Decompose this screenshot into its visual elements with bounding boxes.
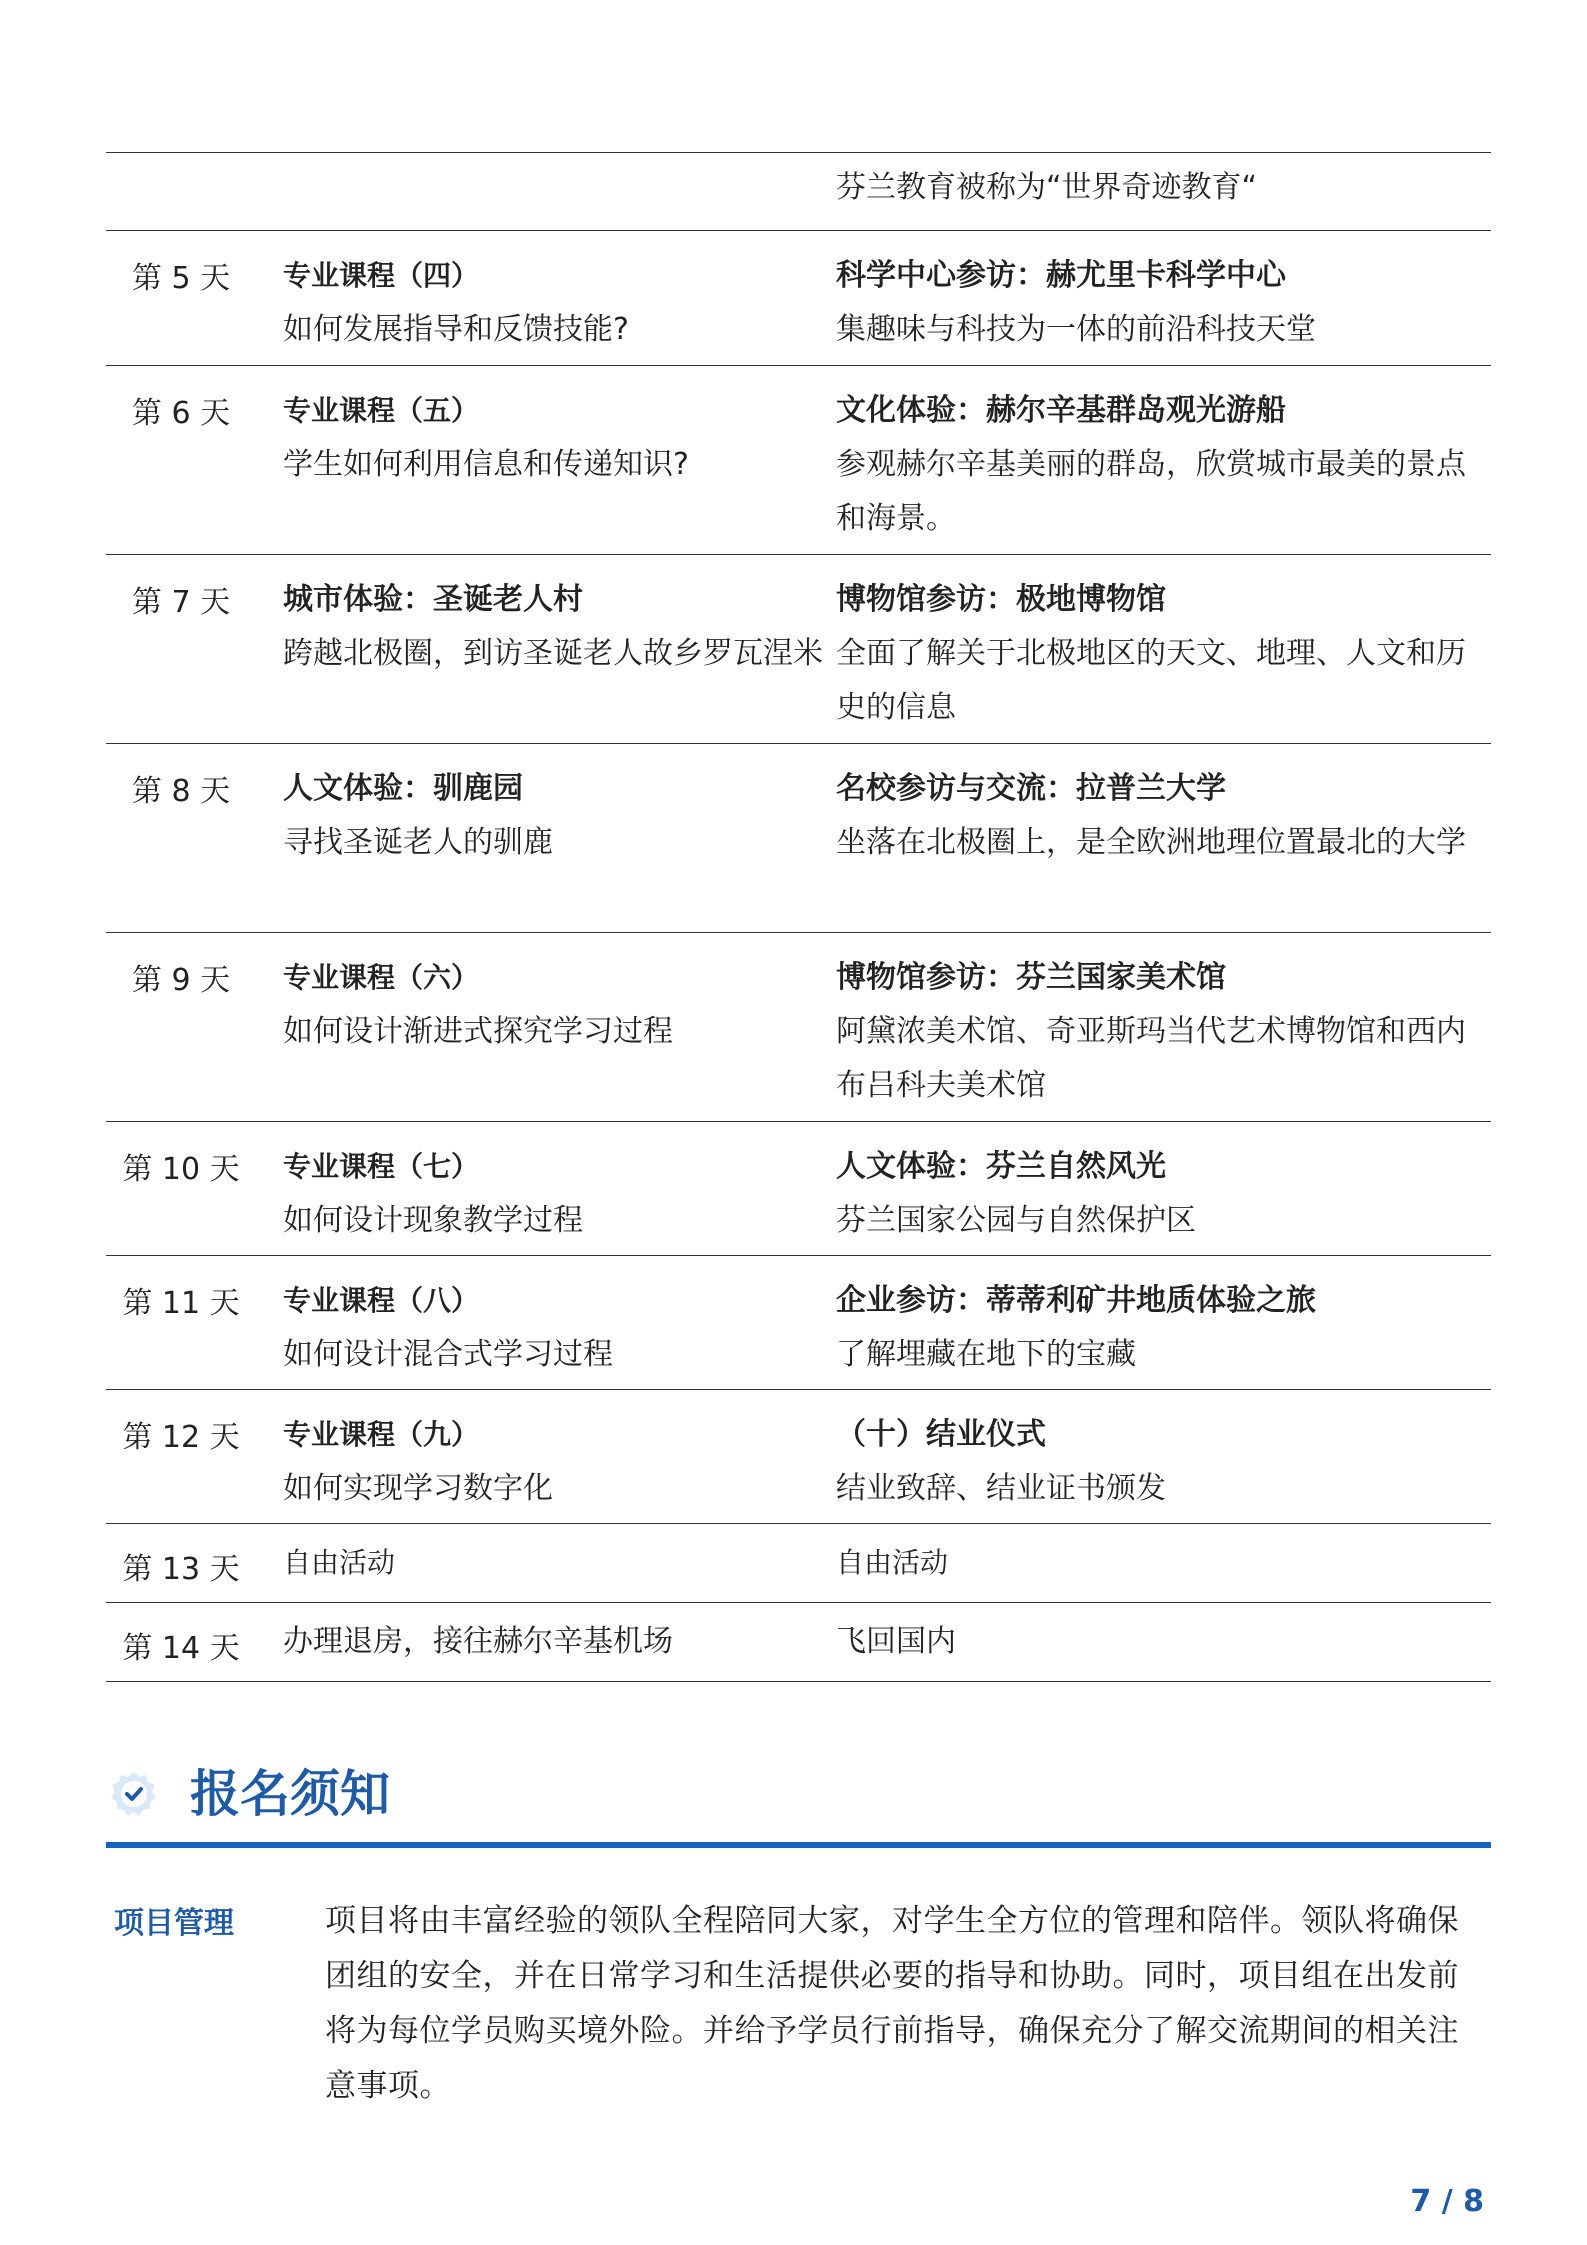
table-row: [106, 1524, 1491, 1603]
project-mgmt-label: 项目管理: [114, 1906, 234, 1941]
cell-title: 人文体验：芬兰自然风光: [836, 1149, 1166, 1184]
cell-activity: [836, 762, 1491, 870]
cell-activity: [836, 249, 1491, 357]
cell-course: [283, 1274, 823, 1382]
cell-text: 阿黛浓美术馆、奇亚斯玛当代艺术博物馆和西内布吕科夫美术馆: [836, 1014, 1466, 1103]
cell-title: 城市体验：圣诞老人村: [283, 582, 583, 617]
cell-text: 如何发展指导和反馈技能?: [283, 312, 629, 347]
cell-title: 专业课程（五）: [283, 394, 480, 427]
cell-course: [283, 249, 823, 357]
cell-title: 专业课程（八）: [283, 1284, 480, 1317]
day-label: 第 11 天: [122, 1286, 240, 1321]
cell-course: [283, 573, 823, 681]
table-row: [106, 933, 1491, 1122]
cell-text: 全面了解关于北极地区的天文、地理、人文和历史的信息: [836, 636, 1466, 725]
cell-text: 结业致辞、结业证书颁发: [836, 1471, 1166, 1506]
day-label: 第 9 天: [131, 963, 231, 998]
cell-title: 博物馆参访：极地博物馆: [836, 582, 1166, 617]
cell-title: 专业课程（七）: [283, 1150, 480, 1183]
table-row: [106, 555, 1491, 744]
cell-text: 坐落在北极圈上，是全欧洲地理位置最北的大学: [836, 825, 1466, 860]
cell-text: 芬兰国家公园与自然保护区: [836, 1203, 1196, 1238]
table-row: [106, 366, 1491, 555]
day-label: 第 13 天: [122, 1552, 240, 1587]
day-label: 第 12 天: [122, 1420, 240, 1455]
cell-activity: [836, 161, 1491, 215]
cell-course: [283, 951, 823, 1059]
table-row: [106, 153, 1491, 231]
cell-text: 如何设计混合式学习过程: [283, 1337, 613, 1372]
day-label: 第 8 天: [131, 774, 231, 809]
cell-text: 自由活动: [283, 1546, 396, 1579]
day-label: 第 5 天: [131, 261, 231, 296]
itinerary-table: [106, 152, 1491, 1682]
day-label: 第 14 天: [122, 1631, 240, 1666]
table-row: [106, 1256, 1491, 1390]
cell-course: [283, 384, 823, 492]
cell-activity: [836, 1274, 1491, 1382]
cell-activity: [836, 1536, 1491, 1590]
cell-course: [283, 1615, 823, 1669]
cell-title: 科学中心参访：赫尤里卡科学中心: [836, 258, 1286, 293]
table-row: [106, 744, 1491, 933]
table-row: [106, 1603, 1491, 1682]
cell-title: 专业课程（六）: [283, 961, 480, 994]
table-row: [106, 1390, 1491, 1524]
cell-text: 如何设计渐进式探究学习过程: [283, 1014, 673, 1049]
page-number: 7 / 8: [1410, 2184, 1484, 2219]
cell-text: 集趣味与科技为一体的前沿科技天堂: [836, 312, 1316, 347]
cell-activity: [836, 384, 1491, 546]
day-label: 第 10 天: [122, 1152, 240, 1187]
cell-title: 专业课程（九）: [283, 1418, 480, 1451]
cell-text: 飞回国内: [836, 1624, 956, 1659]
section-header: [106, 1760, 1491, 1850]
cell-course: [283, 1536, 823, 1590]
cell-activity: [836, 951, 1491, 1113]
cell-text: 参观赫尔辛基美丽的群岛，欣赏城市最美的景点和海景。: [836, 447, 1466, 536]
cell-text: 跨越北极圈，到访圣诞老人故乡罗瓦涅米: [283, 636, 823, 671]
cell-text: 如何实现学习数字化: [283, 1471, 553, 1506]
cell-title: 文化体验：赫尔辛基群岛观光游船: [836, 393, 1286, 428]
cell-course: [283, 1408, 823, 1516]
cell-title: 人文体验：驯鹿园: [283, 771, 523, 806]
project-mgmt-text: 项目将由丰富经验的领队全程陪同大家，对学生全方位的管理和陪伴。领队将确保团组的安全，并在日常学习和生活提供必要的指导和协助。同时，项目组在出发前将为每位学员购买境外险。并给予学员行前指导，确保充分了解交流期间的相关注意事项。: [325, 1903, 1459, 2104]
cell-title: 专业课程（四）: [283, 259, 480, 292]
cell-activity: [836, 573, 1491, 735]
table-row: [106, 1122, 1491, 1256]
cell-text: 芬兰教育被称为“世界奇迹教育“: [836, 170, 1258, 205]
cell-course: [283, 1140, 823, 1248]
cell-activity: [836, 1615, 1491, 1669]
cell-text: 自由活动: [836, 1546, 949, 1579]
cell-title: 企业参访：蒂蒂利矿井地质体验之旅: [836, 1283, 1316, 1318]
section-title: 报名须知: [190, 1765, 390, 1823]
cell-activity: [836, 1140, 1491, 1248]
day-label: 第 7 天: [131, 585, 231, 620]
section-divider: [106, 1842, 1491, 1848]
cell-text: 了解埋藏在地下的宝藏: [836, 1337, 1136, 1372]
cell-title: 博物馆参访：芬兰国家美术馆: [836, 960, 1226, 995]
cell-course: [283, 762, 823, 870]
cell-text: 办理退房，接往赫尔辛基机场: [283, 1624, 673, 1659]
cell-title: （十）结业仪式: [836, 1417, 1046, 1452]
cell-activity: [836, 1408, 1491, 1516]
day-label: 第 6 天: [131, 396, 231, 431]
table-row: [106, 231, 1491, 366]
cell-text: 寻找圣诞老人的驯鹿: [283, 825, 553, 860]
cell-text: 学生如何利用信息和传递知识?: [283, 447, 689, 482]
cell-text: 如何设计现象教学过程: [283, 1203, 583, 1238]
check-badge-icon: [110, 1770, 158, 1818]
cell-title: 名校参访与交流：拉普兰大学: [836, 771, 1226, 806]
